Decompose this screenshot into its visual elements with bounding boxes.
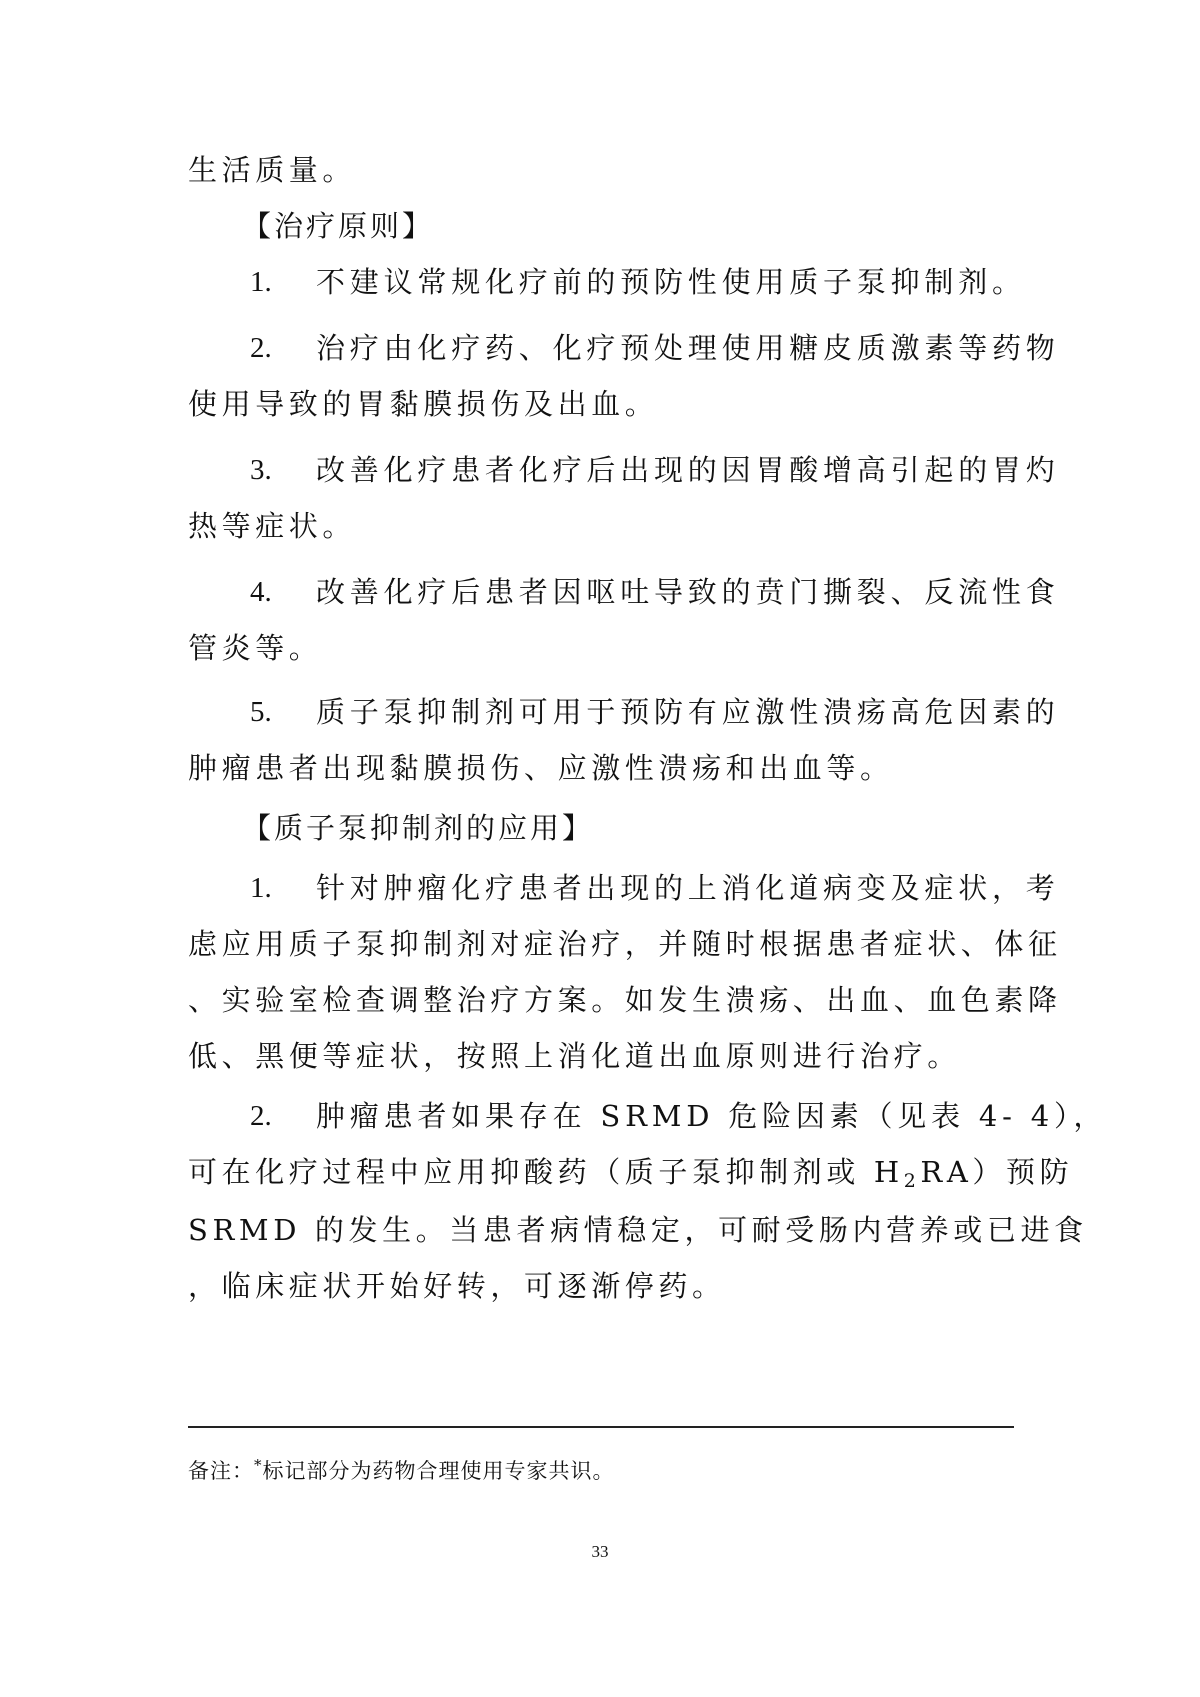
list-text: 肿瘤患者如果存在 SRMD 危险因素（见表 4- 4）， xyxy=(316,1099,1108,1133)
footnote-divider xyxy=(188,1426,1014,1428)
list-text: 治疗由化疗药、化疗预处理使用糖皮质激素等药物 xyxy=(316,331,1060,365)
list-text-continued: 使用导致的胃黏膜损伤及出血。 xyxy=(188,387,659,421)
list-text: 改善化疗后患者因呕吐导致的贲门撕裂、反流性食 xyxy=(316,575,1060,609)
list-text: 改善化疗患者化疗后出现的因胃酸增高引起的胃灼 xyxy=(316,453,1060,487)
section-heading-ppi-application: 【质子泵抑制剂的应用】 xyxy=(242,811,595,845)
footnote-prefix: 备注： xyxy=(188,1459,254,1483)
list-text-continued: 低、黑便等症状，按照上消化道出血原则进行治疗。 xyxy=(188,1039,961,1073)
footnote-text: 标记部分为药物合理使用专家共识。 xyxy=(262,1459,615,1483)
list-number: 2. xyxy=(250,1100,272,1132)
list-number: 1. xyxy=(250,266,272,298)
footnote xyxy=(188,1456,615,1486)
list-text-continued xyxy=(188,1152,1073,1192)
text-run: RA）预防 xyxy=(920,1155,1074,1189)
footnote-asterisk: * xyxy=(254,1456,263,1474)
list-text-continued: 热等症状。 xyxy=(188,509,357,543)
list-number: 4. xyxy=(250,576,272,608)
list-number: 5. xyxy=(250,696,272,728)
list-text-continued: 虑应用质子泵抑制剂对症治疗，并随时根据患者症状、体征 xyxy=(188,927,1062,961)
list-text-continued: ，临床症状开始好转，可逐渐停药。 xyxy=(188,1269,726,1303)
list-text-continued: 、实验室检查调整治疗方案。如发生溃疡、出血、血色素降 xyxy=(188,983,1062,1017)
list-text: 质子泵抑制剂可用于预防有应激性溃疡高危因素的 xyxy=(316,695,1060,729)
text-line: 生活质量。 xyxy=(188,153,357,187)
section-heading-treatment-principles: 【治疗原则】 xyxy=(242,209,435,243)
list-text: 针对肿瘤化疗患者出现的上消化道病变及症状，考 xyxy=(316,871,1060,905)
subscript-2: 2 xyxy=(903,1170,921,1192)
list-text-continued: 肿瘤患者出现黏膜损伤、应激性溃疡和出血等。 xyxy=(188,751,894,785)
list-number: 2. xyxy=(250,332,272,364)
text-run: 可在化疗过程中应用抑酸药（质子泵抑制剂或 H xyxy=(188,1155,904,1189)
list-number: 1. xyxy=(250,872,272,904)
list-text-continued: SRMD 的发生。当患者病情稳定，可耐受肠内营养或已进食 xyxy=(188,1213,1088,1247)
page-number: 33 xyxy=(591,1542,609,1561)
list-number: 3. xyxy=(250,454,272,486)
list-text: 不建议常规化疗前的预防性使用质子泵抑制剂。 xyxy=(316,265,1026,299)
list-text-continued: 管炎等。 xyxy=(188,631,323,665)
